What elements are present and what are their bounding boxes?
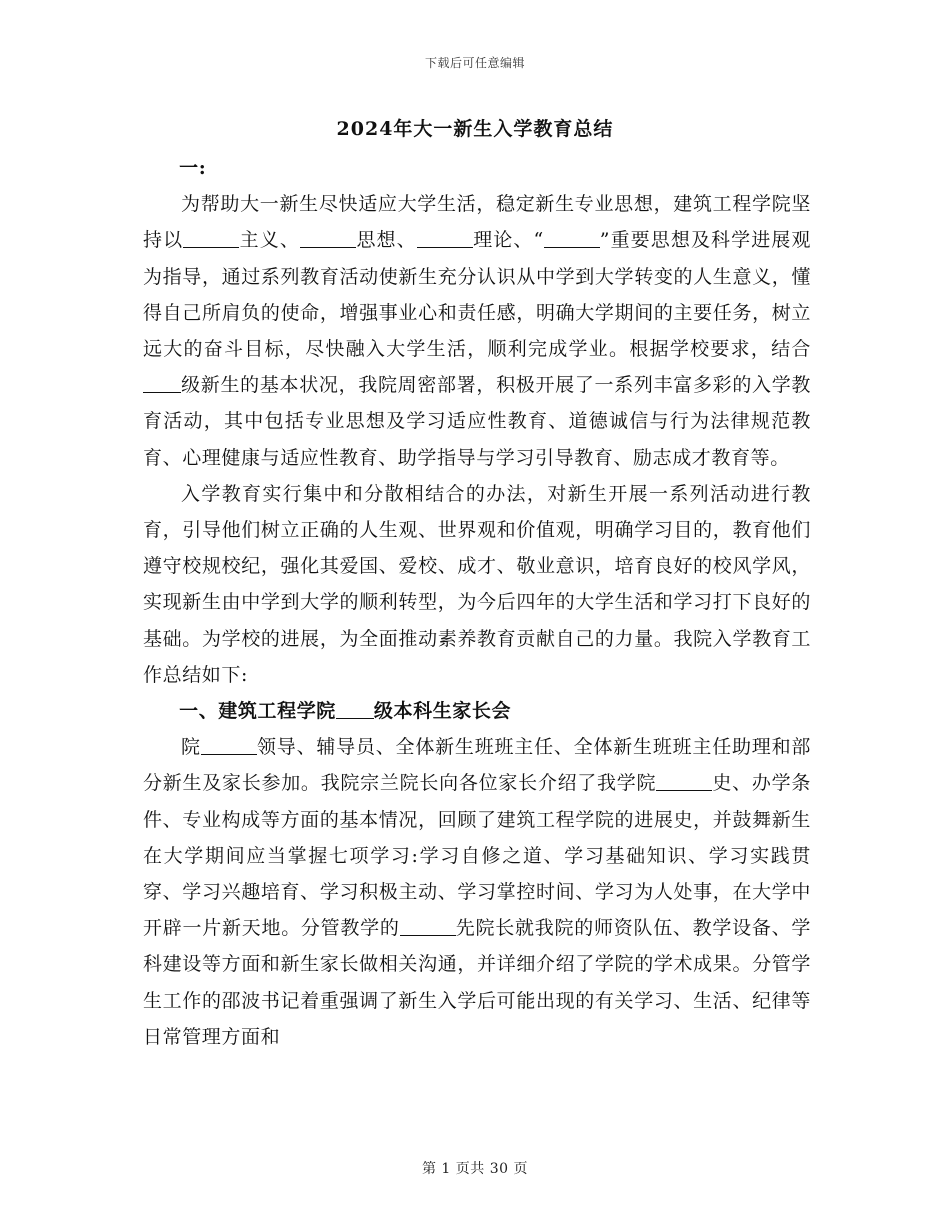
paragraph-1-text: 为帮助大一新生尽快适应大学生活，稳定新生专业思想，建筑工程学院坚持以 (143, 193, 811, 252)
paragraph-3-text: 史、办学条件、专业构成等方面的基本情况，回顾了建筑工程学院的进展史，并鼓舞新生在大学期间应当掌握七项学习:学习自修之道、学习基础知识、学习实践贯穿、学习兴趣培育、学习积极主动、学习掌控时间、学习为人处事，在大学中开辟一片新天地。分管教学的 (143, 772, 811, 940)
paragraph-1-text: 主义、 (239, 229, 300, 252)
section-marker: 一: (179, 157, 207, 179)
paragraph-1-text: ”重要思想及科学进展观为指导，通过系列教育活动使新生充分认识从中学到大学转变的人生意义，懂得自己所肩负的使命，增强事业心和责任感，明确大学期间的主要任务，树立远大的奋斗目标，尽快融入大学生活，顺利完成学业。根据学校要求，结合 (143, 229, 811, 361)
blank-line (417, 228, 473, 248)
blank-line (143, 373, 181, 393)
paragraph-3-text: 院 (181, 736, 201, 759)
blank-line (300, 228, 356, 248)
blank-line (656, 771, 712, 791)
paragraph-1-text: 思想、 (355, 229, 417, 252)
section-heading-1 (143, 693, 811, 729)
document-body (143, 150, 811, 1055)
header-note: 下载后可任意编辑 (424, 56, 525, 70)
section-heading-1-text: 级本科生家长会 (373, 700, 512, 723)
paragraph-1-text: 理论、“ (472, 229, 544, 252)
paragraph-3 (143, 729, 811, 1055)
paragraph-3-text: 领导、辅导员、全体新生班班主任、全体新生班班主任助理和部分新生及家长参加。我院宗兰院长向各位家长介绍了我学院 (143, 736, 811, 795)
page-number-footer: 第 1 页共 30 页 (421, 1161, 529, 1177)
blank-line (183, 228, 239, 248)
blank-line (400, 916, 456, 936)
document-title: 2024年大一新生入学教育总结 (336, 118, 614, 140)
blank-line (336, 699, 374, 719)
paragraph-3-text: 先院长就我院的师资队伍、教学设备、学科建设等方面和新生家长做相关沟通，并详细介绍了学院的学术成果。分管学生工作的邵波书记着重强调了新生入学后可能出现的有关学习、生活、纪律等日常管理方面和 (143, 917, 811, 1048)
paragraph-2: 入学教育实行集中和分散相结合的办法，对新生开展一系列活动进行教育，引导他们树立正确的人生观、世界观和价值观，明确学习目的，教育他们遵守校规校纪，强化其爱国、爱校、成才、敬业意识，培育良好的校风学风，实现新生由中学到大学的顺利转型，为今后四年的大学生活和学习打下良好的基础。为学校的进展，为全面推动素养教育贡献自己的力量。我院入学教育工作总结如下: (143, 482, 811, 686)
section-heading-1-text: 一、建筑工程学院 (179, 700, 336, 723)
blank-line (544, 228, 600, 248)
paragraph-1 (143, 186, 811, 476)
blank-line (201, 735, 257, 755)
paragraph-1-text: 级新生的基本状况，我院周密部署，积极开展了一系列丰富多彩的入学教育活动，其中包括专业思想及学习适应性教育、道德诚信与行为法律规范教育、心理健康与适应性教育、助学指导与学习引导教育、励志成才教育等。 (143, 374, 811, 469)
